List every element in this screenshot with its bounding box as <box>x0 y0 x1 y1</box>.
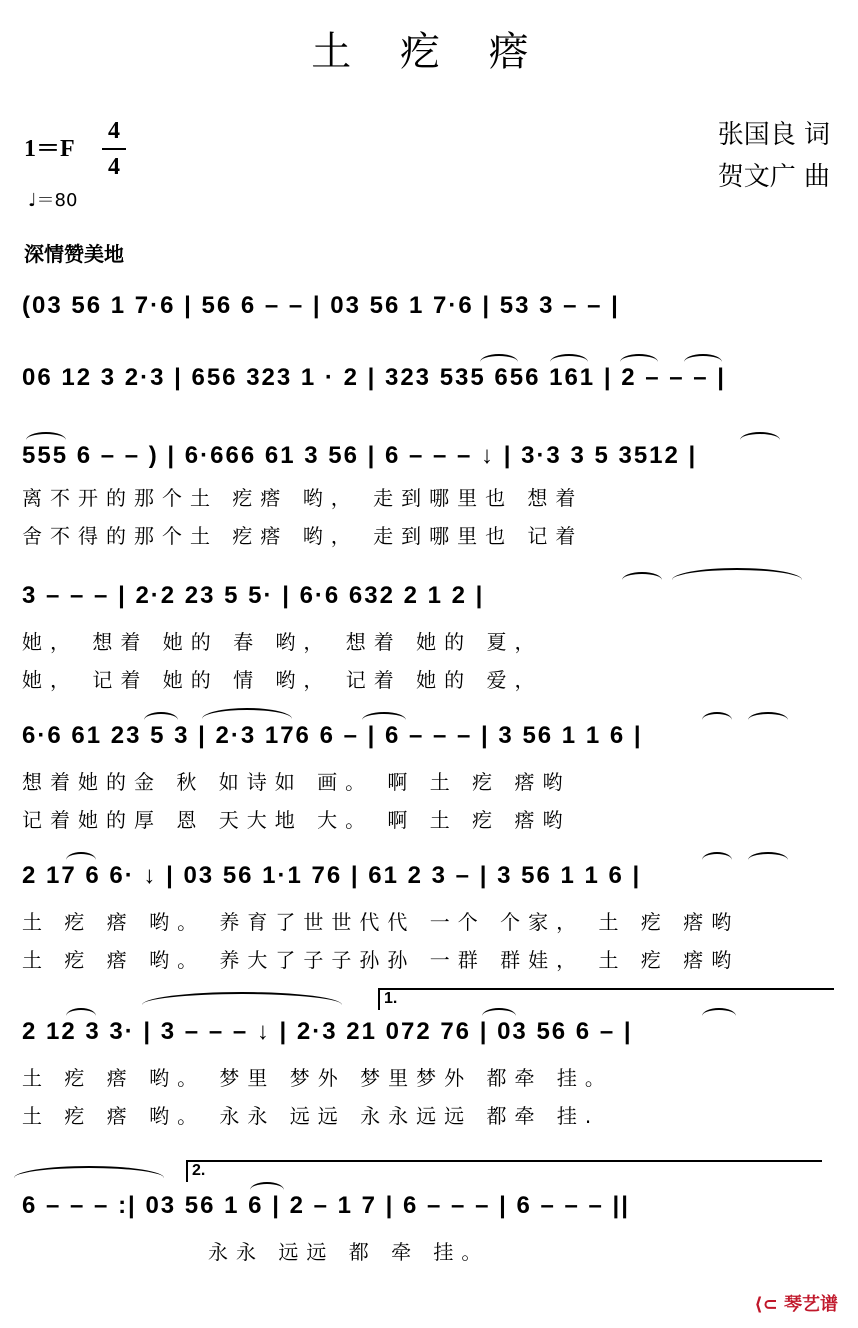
notation-row-4 <box>22 576 840 622</box>
lyrics-row-7-verse-1: 土 疙 瘩 哟。 梦里 梦外 梦里梦外 都牵 挂。 <box>22 1066 613 1090</box>
expression-marking: 深情赞美地 <box>24 242 124 266</box>
lyrics-row-3-verse-1: 离不开的那个土 疙瘩 哟， 走到哪里也 想着 <box>22 486 584 510</box>
time-sig-bottom: 4 <box>108 154 120 180</box>
time-sig-top: 4 <box>108 118 120 144</box>
tie <box>142 992 342 1018</box>
logo-icon: ⟨⊂ <box>754 1294 778 1315</box>
lyrics-row-7-verse-2: 土 疙 瘩 哟。 永永 远远 永永远远 都牵 挂. <box>22 1104 600 1128</box>
fraction-bar <box>102 148 126 150</box>
notes-row-6: 2 17 6 6· ↓ | 03 56 1·1 76 | 61 2 3 – | 3 56 1 1 6 | <box>22 862 642 889</box>
watermark-logo <box>754 1290 838 1316</box>
notation-row-5 <box>22 716 840 762</box>
notation-row-2 <box>22 358 840 404</box>
notes-row-1: (03 56 1 7·6 | 56 6 – – | 03 56 1 7·6 | 53 3 – – | <box>22 292 620 319</box>
notation-row-7 <box>22 1012 840 1058</box>
lyrics-row-6-verse-2: 土 疙 瘩 哟。 养大了子子孙孙 一群 群娃， 土 疙 瘩哟 <box>22 948 740 972</box>
composer-credit: 贺文广 曲 <box>717 162 830 192</box>
key-signature: 1＝F <box>24 136 75 162</box>
notation-row-3 <box>22 436 840 482</box>
notes-row-8: 6 – – – :| 03 56 1 6 | 2 – 1 7 | 6 – – – | 6 – – – || <box>22 1192 630 1219</box>
lyrics-row-4-verse-1: 她， 想着 她的 春 哟， 想着 她的 夏， <box>22 630 543 654</box>
notes-row-2: 06 12 3 2·3 | 656 323 1 · 2 | 323 535 656 161 | 2 – – – | <box>22 364 726 391</box>
notation-row-6 <box>22 856 840 902</box>
lyrics-row-3-verse-2: 舍不得的那个土 疙瘩 哟， 走到哪里也 记着 <box>22 524 584 548</box>
tempo-marking: ♩＝80 <box>28 190 78 211</box>
lyrics-row-8-verse-1: 永永 远远 都 牵 挂。 <box>208 1240 490 1264</box>
volta-first-ending: 1. <box>378 988 834 1010</box>
notes-row-5: 6·6 61 23 5 3 | 2·3 176 6 – | 6 – – – | 3 56 1 1 6 | <box>22 722 643 749</box>
volta-second-ending: 2. <box>186 1160 822 1182</box>
lyrics-row-5-verse-1: 想着她的金 秋 如诗如 画。 啊 土 疙 瘩哟 <box>22 770 571 794</box>
notation-row-1 <box>22 286 840 332</box>
song-title: 土 疙 瘩 <box>311 29 547 75</box>
time-signature <box>102 116 126 182</box>
watermark-text: 琴艺谱 <box>784 1294 838 1315</box>
notation-row-8 <box>22 1186 840 1232</box>
lyricist-credit: 张国良 词 <box>717 120 830 150</box>
notes-row-4: 3 – – – | 2·2 23 5 5· | 6·6 632 2 1 2 | <box>22 582 485 609</box>
lyrics-row-6-verse-1: 土 疙 瘩 哟。 养育了世世代代 一个 个家， 土 疙 瘩哟 <box>22 910 740 934</box>
lyrics-row-5-verse-2: 记着她的厚 恩 天大地 大。 啊 土 疙 瘩哟 <box>22 808 571 832</box>
notes-row-3: 555 6 – – ) | 6·666 61 3 56 | 6 – – – ↓ | 3·3 3 5 3512 | <box>22 442 698 469</box>
notes-row-7: 2 12 3 3· | 3 – – – ↓ | 2·3 21 072 76 | 03 56 6 – | <box>22 1018 633 1045</box>
tie <box>14 1166 164 1190</box>
lyrics-row-4-verse-2: 她， 记着 她的 情 哟， 记着 她的 爱， <box>22 668 543 692</box>
